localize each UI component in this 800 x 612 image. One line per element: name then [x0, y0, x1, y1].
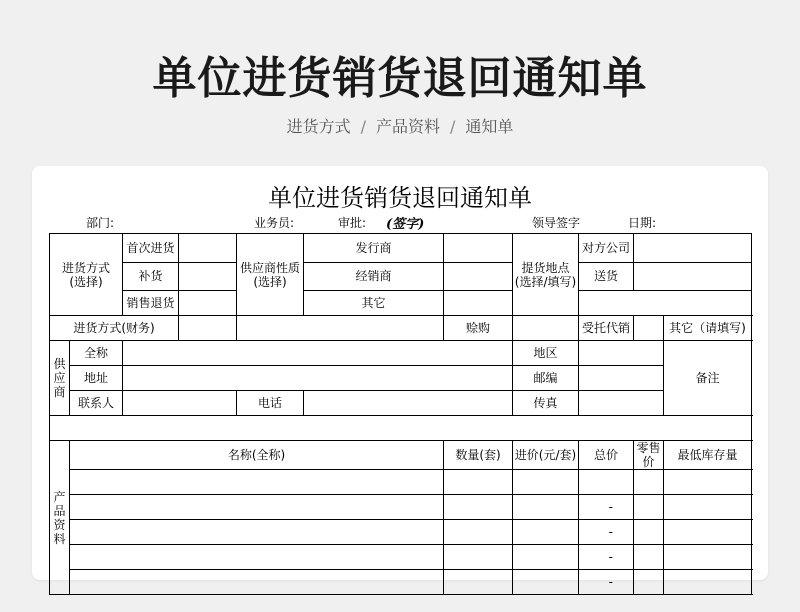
- table-row: [50, 316, 752, 341]
- table-row: [50, 366, 752, 391]
- product-name-cell[interactable]: [70, 520, 444, 545]
- total-cell: [579, 470, 634, 495]
- pickup-location-label: 提货地点 (选择/填写): [513, 234, 579, 316]
- total-cell: -: [579, 520, 634, 545]
- spacer-row: [50, 416, 752, 441]
- cost-cell[interactable]: [513, 545, 579, 570]
- table-row: [50, 262, 752, 291]
- breadcrumb: [0, 114, 800, 137]
- cell-input[interactable]: [579, 391, 664, 416]
- col-header-qty: 数量(套): [444, 441, 513, 470]
- cell-input[interactable]: [304, 391, 513, 416]
- breadcrumb-item[interactable]: 通知单: [465, 117, 514, 136]
- supplier-type-publisher: 发行商: [304, 234, 444, 263]
- min-stock-cell[interactable]: [664, 545, 752, 570]
- breadcrumb-item[interactable]: 产品资料: [375, 117, 440, 136]
- signature-note: (签字): [386, 217, 425, 232]
- product-row: [50, 545, 752, 570]
- min-stock-cell[interactable]: [664, 495, 752, 520]
- retail-cell[interactable]: [634, 470, 664, 495]
- option-first-purchase: 首次进货: [123, 234, 179, 263]
- table-row: [50, 291, 752, 316]
- cell-input[interactable]: [579, 366, 664, 391]
- total-cell: -: [579, 570, 634, 595]
- purchase-method-label: 进货方式 (选择): [50, 234, 123, 316]
- col-header-retail: 零售价: [634, 441, 664, 470]
- qty-cell[interactable]: [444, 495, 513, 520]
- finance-method-label: 进货方式(财务): [50, 316, 179, 341]
- consignment-label: 受托代销: [579, 316, 634, 341]
- cell-input[interactable]: [634, 234, 752, 263]
- fax-label: 传真: [513, 391, 579, 416]
- remark-label: 备注: [664, 341, 752, 416]
- cell-input[interactable]: [634, 316, 664, 341]
- other-fill-label: 其它（请填写): [664, 316, 752, 341]
- cost-cell[interactable]: [513, 495, 579, 520]
- form-preview-card: [32, 166, 768, 589]
- cell-input[interactable]: [123, 391, 237, 416]
- cell-input[interactable]: [579, 341, 664, 366]
- product-name-cell[interactable]: [70, 470, 444, 495]
- retail-cell[interactable]: [634, 495, 664, 520]
- total-cell: -: [579, 495, 634, 520]
- col-header-cost: 进价(元/套): [513, 441, 579, 470]
- cell-input[interactable]: [179, 262, 237, 291]
- phone-label: 电话: [237, 391, 304, 416]
- approve-label: 审批:: [338, 216, 367, 230]
- breadcrumb-separator: /: [450, 117, 456, 136]
- cell-input[interactable]: [579, 291, 752, 316]
- min-stock-cell[interactable]: [664, 520, 752, 545]
- postcode-label: 邮编: [513, 366, 579, 391]
- product-row: [50, 570, 752, 595]
- leader-sign-label: 领导签字: [532, 216, 581, 230]
- region-label: 地区: [513, 341, 579, 366]
- page-title: 单位进货销货退回通知单: [152, 53, 648, 104]
- supplier-fullname-label: 全称: [70, 341, 123, 366]
- contact-label: 联系人: [70, 391, 123, 416]
- supplier-nature-label: 供应商性质 (选择): [237, 234, 304, 316]
- qty-cell[interactable]: [444, 545, 513, 570]
- cost-cell[interactable]: [513, 520, 579, 545]
- option-sales-return: 销售退货: [123, 291, 179, 316]
- min-stock-cell[interactable]: [664, 570, 752, 595]
- supplier-address-label: 地址: [70, 366, 123, 391]
- table-row: [50, 441, 752, 470]
- qty-cell[interactable]: [444, 470, 513, 495]
- cell-input[interactable]: [179, 234, 237, 263]
- pickup-other-company: 对方公司: [579, 234, 634, 263]
- cell-input[interactable]: [634, 262, 752, 291]
- cell-input[interactable]: [123, 341, 513, 366]
- cell-input[interactable]: [513, 316, 579, 341]
- retail-cell[interactable]: [634, 520, 664, 545]
- cell-input[interactable]: [237, 316, 444, 341]
- table-row: [50, 234, 752, 263]
- qty-cell[interactable]: [444, 520, 513, 545]
- col-header-name: 名称(全称): [70, 441, 444, 470]
- cell-input[interactable]: [444, 234, 513, 263]
- product-label: 产 品 资 料: [50, 441, 70, 595]
- table-row: [50, 341, 752, 366]
- dept-label: 部门:: [86, 216, 115, 230]
- product-row: [50, 520, 752, 545]
- option-restock: 补货: [123, 262, 179, 291]
- supplier-type-distributor: 经销商: [304, 262, 444, 291]
- notice-form-table: [49, 233, 752, 595]
- cell-input[interactable]: [179, 316, 237, 341]
- table-row: [50, 416, 752, 441]
- cost-cell[interactable]: [513, 470, 579, 495]
- retail-cell[interactable]: [634, 545, 664, 570]
- breadcrumb-separator: /: [360, 117, 366, 136]
- product-name-cell[interactable]: [70, 545, 444, 570]
- retail-cell[interactable]: [634, 570, 664, 595]
- min-stock-cell[interactable]: [664, 470, 752, 495]
- supplier-type-other: 其它: [304, 291, 444, 316]
- cost-cell[interactable]: [513, 570, 579, 595]
- cell-input[interactable]: [444, 262, 513, 291]
- product-row: [50, 495, 752, 520]
- pickup-delivery: 送货: [579, 262, 634, 291]
- product-name-cell[interactable]: [70, 495, 444, 520]
- cell-input[interactable]: [179, 291, 237, 316]
- cell-input[interactable]: [123, 366, 513, 391]
- date-label: 日期:: [628, 216, 657, 230]
- form-title: 单位进货销货退回通知单: [268, 184, 532, 212]
- supplier-label: 供 应 商: [50, 341, 70, 416]
- total-cell: -: [579, 545, 634, 570]
- product-name-cell[interactable]: [70, 570, 444, 595]
- qty-cell[interactable]: [444, 570, 513, 595]
- col-header-total: 总价: [579, 441, 634, 470]
- table-row: [50, 391, 752, 416]
- cell-input[interactable]: [444, 291, 513, 316]
- product-row: [50, 470, 752, 495]
- col-header-min-stock: 最低库存量: [664, 441, 752, 470]
- breadcrumb-item[interactable]: 进货方式: [286, 117, 351, 136]
- buy-on-credit-label: 赊购: [444, 316, 513, 341]
- clerk-label: 业务员:: [254, 216, 295, 230]
